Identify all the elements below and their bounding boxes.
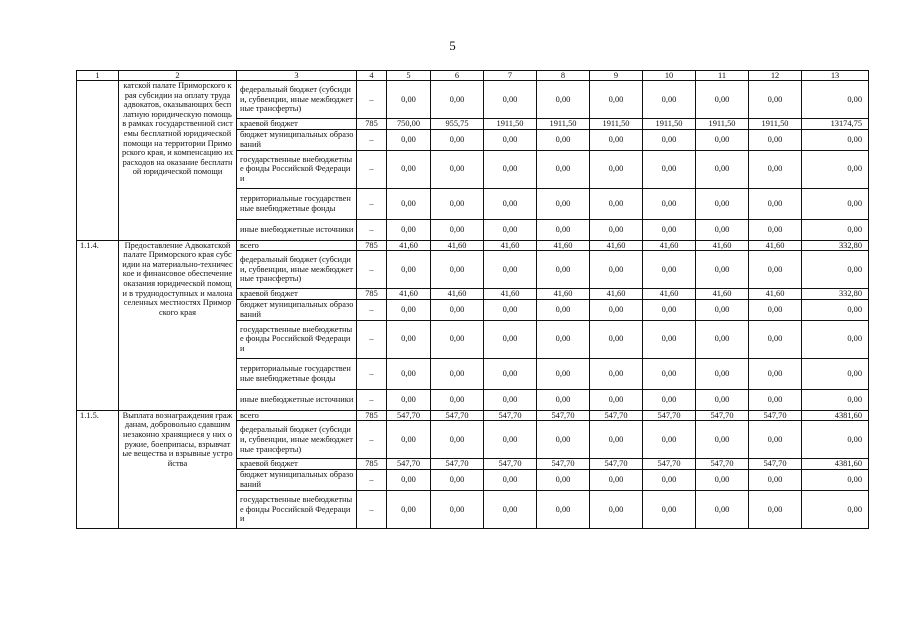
year-value: 547,70 [590,410,643,421]
year-value: 0,00 [590,421,643,459]
column-header: 13 [802,71,869,81]
year-value: 0,00 [749,469,802,490]
year-value: 0,00 [590,150,643,188]
total-value: 332,80 [802,240,869,251]
funding-source: иные внебюджетные источники [237,389,357,410]
funding-source: государственные внебюджетные фонды Российской Федерации [237,320,357,358]
year-value: 41,60 [696,289,749,300]
total-value: 0,00 [802,421,869,459]
year-value: 0,00 [590,188,643,219]
year-value: 0,00 [537,469,590,490]
year-value: 0,00 [590,320,643,358]
year-value: 1911,50 [749,119,802,130]
year-value: 0,00 [643,219,696,240]
year-value: 0,00 [590,469,643,490]
column-header: 5 [387,71,431,81]
year-value: 0,00 [696,469,749,490]
year-value: 41,60 [431,240,484,251]
administrator-code: – [357,150,387,188]
year-value: 41,60 [484,289,537,300]
column-header: 10 [643,71,696,81]
year-value: 1911,50 [643,119,696,130]
column-header: 4 [357,71,387,81]
year-value: 547,70 [643,459,696,470]
year-value: 0,00 [749,251,802,289]
year-value: 0,00 [537,490,590,528]
year-value: 0,00 [749,219,802,240]
administrator-code: – [357,188,387,219]
administrator-code: – [357,320,387,358]
total-value: 0,00 [802,469,869,490]
year-value: 0,00 [537,81,590,119]
year-value: 0,00 [537,358,590,389]
year-value: 0,00 [643,81,696,119]
year-value: 41,60 [643,240,696,251]
year-value: 0,00 [484,389,537,410]
administrator-code: – [357,421,387,459]
year-value: 955,75 [431,119,484,130]
year-value: 0,00 [696,251,749,289]
year-value: 547,70 [696,459,749,470]
year-value: 0,00 [643,421,696,459]
funding-source: краевой бюджет [237,459,357,470]
year-value: 41,60 [387,289,431,300]
year-value: 547,70 [484,410,537,421]
year-value: 0,00 [643,490,696,528]
column-header: 6 [431,71,484,81]
funding-source: иные внебюджетные источники [237,219,357,240]
year-value: 0,00 [484,188,537,219]
year-value: 0,00 [431,251,484,289]
year-value: 0,00 [484,358,537,389]
year-value: 547,70 [387,410,431,421]
year-value: 0,00 [484,469,537,490]
year-value: 0,00 [696,490,749,528]
year-value: 547,70 [749,410,802,421]
year-value: 0,00 [749,490,802,528]
total-value: 0,00 [802,251,869,289]
year-value: 0,00 [387,389,431,410]
column-header: 8 [537,71,590,81]
administrator-code: 785 [357,459,387,470]
year-value: 0,00 [696,320,749,358]
year-value: 0,00 [387,129,431,150]
total-value: 0,00 [802,490,869,528]
year-value: 547,70 [387,459,431,470]
funding-source: федеральный бюджет (субсидии, субвенции, иные межбюджетные трансферты) [237,251,357,289]
total-value: 332,80 [802,289,869,300]
administrator-code: 785 [357,240,387,251]
year-value: 750,00 [387,119,431,130]
year-value: 0,00 [387,469,431,490]
column-header: 7 [484,71,537,81]
funding-source: государственные внебюджетные фонды Российской Федерации [237,150,357,188]
year-value: 41,60 [696,240,749,251]
year-value: 1911,50 [537,119,590,130]
year-value: 0,00 [643,469,696,490]
year-value: 0,00 [537,320,590,358]
year-value: 0,00 [387,150,431,188]
year-value: 0,00 [431,389,484,410]
year-value: 0,00 [484,150,537,188]
administrator-code: – [357,389,387,410]
year-value: 0,00 [387,219,431,240]
year-value: 547,70 [749,459,802,470]
year-value: 41,60 [749,289,802,300]
year-value: 0,00 [484,81,537,119]
year-value: 547,70 [590,459,643,470]
page-number: 5 [449,38,456,53]
administrator-code: – [357,469,387,490]
year-value: 0,00 [643,299,696,320]
funding-source: федеральный бюджет (субсидии, субвенции, иные межбюджетные трансферты) [237,81,357,119]
year-value: 0,00 [431,490,484,528]
year-value: 547,70 [537,410,590,421]
year-value: 0,00 [537,188,590,219]
year-value: 0,00 [387,188,431,219]
administrator-code: – [357,81,387,119]
year-value: 0,00 [696,81,749,119]
year-value: 1911,50 [696,119,749,130]
funding-source: всего [237,240,357,251]
column-header: 11 [696,71,749,81]
year-value: 0,00 [431,188,484,219]
administrator-code: – [357,251,387,289]
year-value: 0,00 [590,358,643,389]
column-header: 3 [237,71,357,81]
year-value: 0,00 [696,150,749,188]
year-value: 0,00 [749,421,802,459]
year-value: 0,00 [484,219,537,240]
year-value: 0,00 [484,299,537,320]
administrator-code: – [357,129,387,150]
year-value: 0,00 [537,389,590,410]
year-value: 0,00 [387,421,431,459]
year-value: 547,70 [696,410,749,421]
total-value: 13174,75 [802,119,869,130]
year-value: 0,00 [696,188,749,219]
year-value: 0,00 [590,490,643,528]
year-value: 0,00 [643,150,696,188]
year-value: 0,00 [484,129,537,150]
year-value: 0,00 [749,389,802,410]
year-value: 0,00 [537,421,590,459]
administrator-code: – [357,299,387,320]
column-header: 2 [119,71,237,81]
year-value: 41,60 [537,240,590,251]
year-value: 41,60 [643,289,696,300]
administrator-code: – [357,358,387,389]
year-value: 0,00 [590,219,643,240]
total-value: 4381,60 [802,459,869,470]
year-value: 0,00 [590,389,643,410]
year-value: 0,00 [696,299,749,320]
budget-table [76,70,869,529]
year-value: 0,00 [696,421,749,459]
funding-source: краевой бюджет [237,119,357,130]
year-value: 0,00 [696,358,749,389]
administrator-code: 785 [357,289,387,300]
year-value: 0,00 [590,129,643,150]
administrator-code: – [357,219,387,240]
year-value: 547,70 [484,459,537,470]
header-row [77,71,869,81]
total-value: 0,00 [802,219,869,240]
total-value: 0,00 [802,389,869,410]
year-value: 0,00 [643,358,696,389]
year-value: 0,00 [431,299,484,320]
table-row [77,81,869,119]
measure-name: Выплата вознаграждения гражданам, добровольно сдавшим незаконно хранящиеся у них оружие, боеприпасы, взрывчатые вещества и взрывные устройства [119,410,237,528]
year-value: 41,60 [590,240,643,251]
year-value: 0,00 [696,389,749,410]
year-value: 0,00 [431,150,484,188]
year-value: 41,60 [749,240,802,251]
year-value: 0,00 [749,81,802,119]
total-value: 0,00 [802,81,869,119]
row-number: 1.1.5. [77,410,119,528]
administrator-code: 785 [357,119,387,130]
year-value: 0,00 [431,81,484,119]
total-value: 0,00 [802,129,869,150]
total-value: 0,00 [802,358,869,389]
funding-source: государственные внебюджетные фонды Российской Федерации [237,490,357,528]
year-value: 0,00 [696,129,749,150]
row-number: 1.1.4. [77,240,119,410]
year-value: 0,00 [484,320,537,358]
funding-source: краевой бюджет [237,289,357,300]
year-value: 0,00 [749,299,802,320]
year-value: 547,70 [431,459,484,470]
year-value: 0,00 [537,150,590,188]
year-value: 0,00 [643,320,696,358]
funding-source: всего [237,410,357,421]
year-value: 0,00 [590,81,643,119]
funding-source: территориальные государственные внебюджетные фонды [237,358,357,389]
column-header: 9 [590,71,643,81]
year-value: 0,00 [749,358,802,389]
total-value: 0,00 [802,150,869,188]
year-value: 0,00 [749,129,802,150]
year-value: 1911,50 [484,119,537,130]
total-value: 0,00 [802,320,869,358]
year-value: 0,00 [537,219,590,240]
total-value: 0,00 [802,188,869,219]
year-value: 0,00 [387,320,431,358]
year-value: 0,00 [590,299,643,320]
year-value: 41,60 [387,240,431,251]
year-value: 547,70 [537,459,590,470]
year-value: 0,00 [537,129,590,150]
year-value: 0,00 [431,129,484,150]
year-value: 0,00 [387,490,431,528]
year-value: 0,00 [749,150,802,188]
funding-source: бюджет муниципальных образований [237,299,357,320]
year-value: 0,00 [643,188,696,219]
measure-name: катской палате Приморского края субсидии на оплату труда адвокатов, оказывающих бесплатную юридическую помощь в рамках государственной системы бесплатной юридической помощи на территории Приморского края, и компенсацию их расходов на оказание бесплатной юридической помощи [119,81,237,241]
table-row [77,240,869,251]
year-value: 0,00 [696,219,749,240]
year-value: 0,00 [387,251,431,289]
measure-name: Предоставление Адвокатской палате Приморского края субсидии на материально-техническое и финансовое обеспечение оказания юридической помощи в труднодоступных и малонаселенных местностях Приморского края [119,240,237,410]
year-value: 41,60 [537,289,590,300]
total-value: 4381,60 [802,410,869,421]
year-value: 0,00 [387,299,431,320]
year-value: 0,00 [590,251,643,289]
column-header: 1 [77,71,119,81]
year-value: 0,00 [537,251,590,289]
administrator-code: 785 [357,410,387,421]
total-value: 0,00 [802,299,869,320]
year-value: 0,00 [387,81,431,119]
funding-source: бюджет муниципальных образований [237,129,357,150]
year-value: 0,00 [537,299,590,320]
year-value: 0,00 [431,219,484,240]
administrator-code: – [357,490,387,528]
funding-source: федеральный бюджет (субсидии, субвенции, иные межбюджетные трансферты) [237,421,357,459]
table-row [77,410,869,421]
year-value: 41,60 [484,240,537,251]
year-value: 1911,50 [590,119,643,130]
year-value: 0,00 [484,490,537,528]
year-value: 0,00 [484,251,537,289]
year-value: 547,70 [431,410,484,421]
year-value: 0,00 [643,389,696,410]
year-value: 0,00 [484,421,537,459]
year-value: 41,60 [590,289,643,300]
year-value: 0,00 [431,469,484,490]
year-value: 0,00 [749,188,802,219]
column-header: 12 [749,71,802,81]
row-number [77,81,119,241]
year-value: 0,00 [387,358,431,389]
year-value: 0,00 [431,320,484,358]
year-value: 0,00 [749,320,802,358]
year-value: 0,00 [431,358,484,389]
funding-source: бюджет муниципальных образований [237,469,357,490]
year-value: 0,00 [643,251,696,289]
year-value: 0,00 [431,421,484,459]
year-value: 41,60 [431,289,484,300]
year-value: 547,70 [643,410,696,421]
funding-source: территориальные государственные внебюджетные фонды [237,188,357,219]
year-value: 0,00 [643,129,696,150]
